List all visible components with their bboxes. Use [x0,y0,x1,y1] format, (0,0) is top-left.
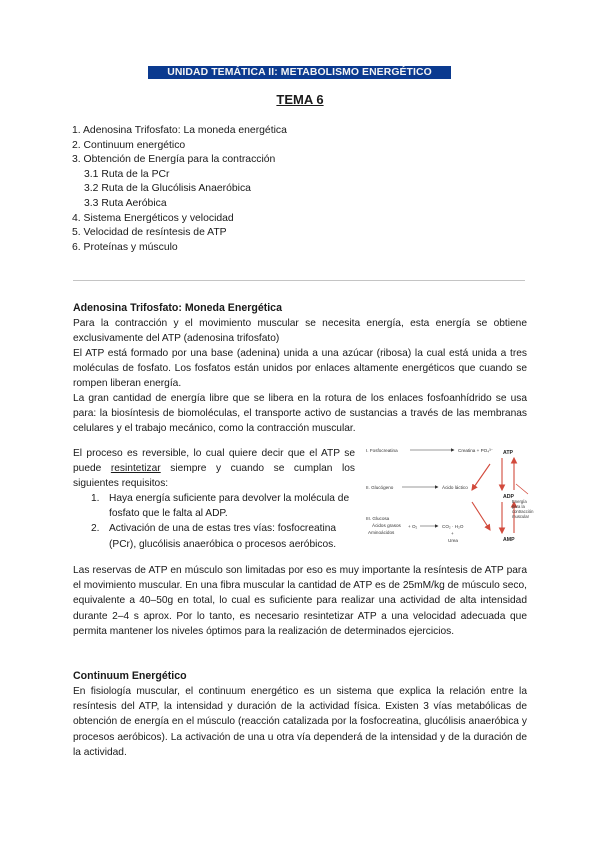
section-heading-continuum: Continuum Energético [73,670,187,682]
toc-subitem: 3.3 Ruta Aeróbica [84,197,167,209]
table-of-contents [72,124,532,255]
requirements-list [73,491,358,552]
diagram-oxygen: + O₂ [408,524,418,529]
toc-subitem: 3.2 Ruta de la Glucólisis Anaeróbica [84,183,251,195]
diagram-label-glucose: III. Glucosa [366,516,390,521]
horizontal-divider [73,280,525,281]
paragraph-continuum: En fisiología muscular, el continuum energético es un sistema que explica la relación entre la resíntesis del ATP, la intensidad y duración de la actividad física. Existen 3 vías metabólicas de obtención de energía en el músculo (reacción catalizada por la fosfocreatina, glucólisis anaeróbica y procesos aeróbicos). La activación de una u otra vía dependerá de la intensidad y de la duración de la actividad. [73,686,527,758]
list-number: 2. [91,523,100,535]
topic-title-text: TEMA 6 [276,92,324,107]
diagram-energy-text: Energía [512,499,527,504]
unit-title: UNIDAD TEMÁTICA II: METABOLISMO ENERGÉTICO [148,66,451,79]
toc-item: 3. Obtención de Energía para la contracción [72,154,276,166]
diagram-label-fatty-acids: Ácidos grasos [372,523,401,528]
paragraph: Para la contracción y el movimiento muscular se necesita energía, esta energía se obtiene exclusivamente del ATP (adenosina trifosfato) [73,318,527,345]
toc-item: 2. Continuum energético [72,139,186,151]
toc-item: 1. Adenosina Trifosfato: La moneda energética [72,125,287,136]
diagram-energy-text: para la [512,504,525,509]
diagram-red-arrow [472,502,490,530]
diagram-product-urea: Urea [448,538,458,543]
toc-item: 5. Velocidad de resíntesis de ATP [72,227,227,239]
toc-item: 4. Sistema Energéticos y velocidad [72,212,234,224]
atp-resynthesis-diagram [362,442,534,552]
diagram-atp: ATP [503,450,513,456]
diagram-product-co2-water: CO₂ · H₂O [442,524,464,529]
toc-subitem: 3.1 Ruta de la PCr [84,168,170,180]
diagram-energy-text: muscular [512,514,529,519]
diagram-adp: ADP [503,494,514,500]
diagram-product-lactic-acid: Ácido láctico [442,485,468,490]
list-item [73,491,358,521]
list-item-text: Activación de una de estas tres vías: fosfocreatina (PCr), glucólisis anaeróbica o procesos aeróbicos. [109,523,337,550]
paragraph: El ATP está formado por una base (adenina) unida a una azúcar (ribosa) la cual está unida a tres moléculas de fosfato. Los fosfatos están unidos por enlaces altamente energéticos que cuando se rompen liberan energía. [73,348,527,390]
diagram-energy-text: contracción [512,509,534,514]
topic-title [0,92,600,108]
list-item [73,521,358,551]
paragraph: La gran cantidad de energía libre que se libera en la rotura de los enlaces fosfoanhídrido se usa para: la biosíntesis de biomoléculas, el transporte activo de sustancias a través de las membranas celulares y el trabajo mecánico, como la contracción muscular. [73,393,527,435]
diagram-label-amino-acids: Aminoácidos [368,530,395,535]
text-run: El proceso es reversible, lo cual quiere decir que el ATP se puede [73,448,355,475]
diagram-amp: AMP [503,537,515,543]
paragraph-atp-reserves: Las reservas de ATP en músculo son limitadas por eso es muy importante la resíntesis de ATP para el movimiento muscular. En una fibra muscular la cantidad de ATP es de 25mM/kg de músculo seco, equivalente a 40–50g en total, lo cual es suficiente para realizar una actividad de alta intensidad durante 2–4 s aprox. Por lo tanto, es necesario resintetizar ATP a una velocidad adecuada que permita mantener los niveles óptimos para la realización de determinados ejercicios. [73,565,527,637]
text-run: siempre y cuando se cumplan los siguientes requisitos: [73,463,355,490]
underlined-term: resintetizar [110,463,161,475]
diagram-energy-link [516,484,528,494]
diagram-plus: + [451,531,454,536]
list-number: 1. [91,493,100,504]
diagram-red-arrow [472,464,490,490]
list-item-text: Haya energía suficiente para devolver la molécula de fosfato que le falta al ADP. [109,493,350,520]
toc-item: 6. Proteínas y músculo [72,241,178,253]
diagram-product-creatine: Creatina + PO₄³⁻ [458,448,494,453]
diagram-label-glycogen: II. Glucógeno [366,485,394,490]
section-heading-atp: Adenosina Trifosfato: Moneda Energética [73,302,282,314]
paragraph-reversible [73,446,355,492]
diagram-label-phosphocreatine: I. Fosfocreatina [366,448,398,453]
